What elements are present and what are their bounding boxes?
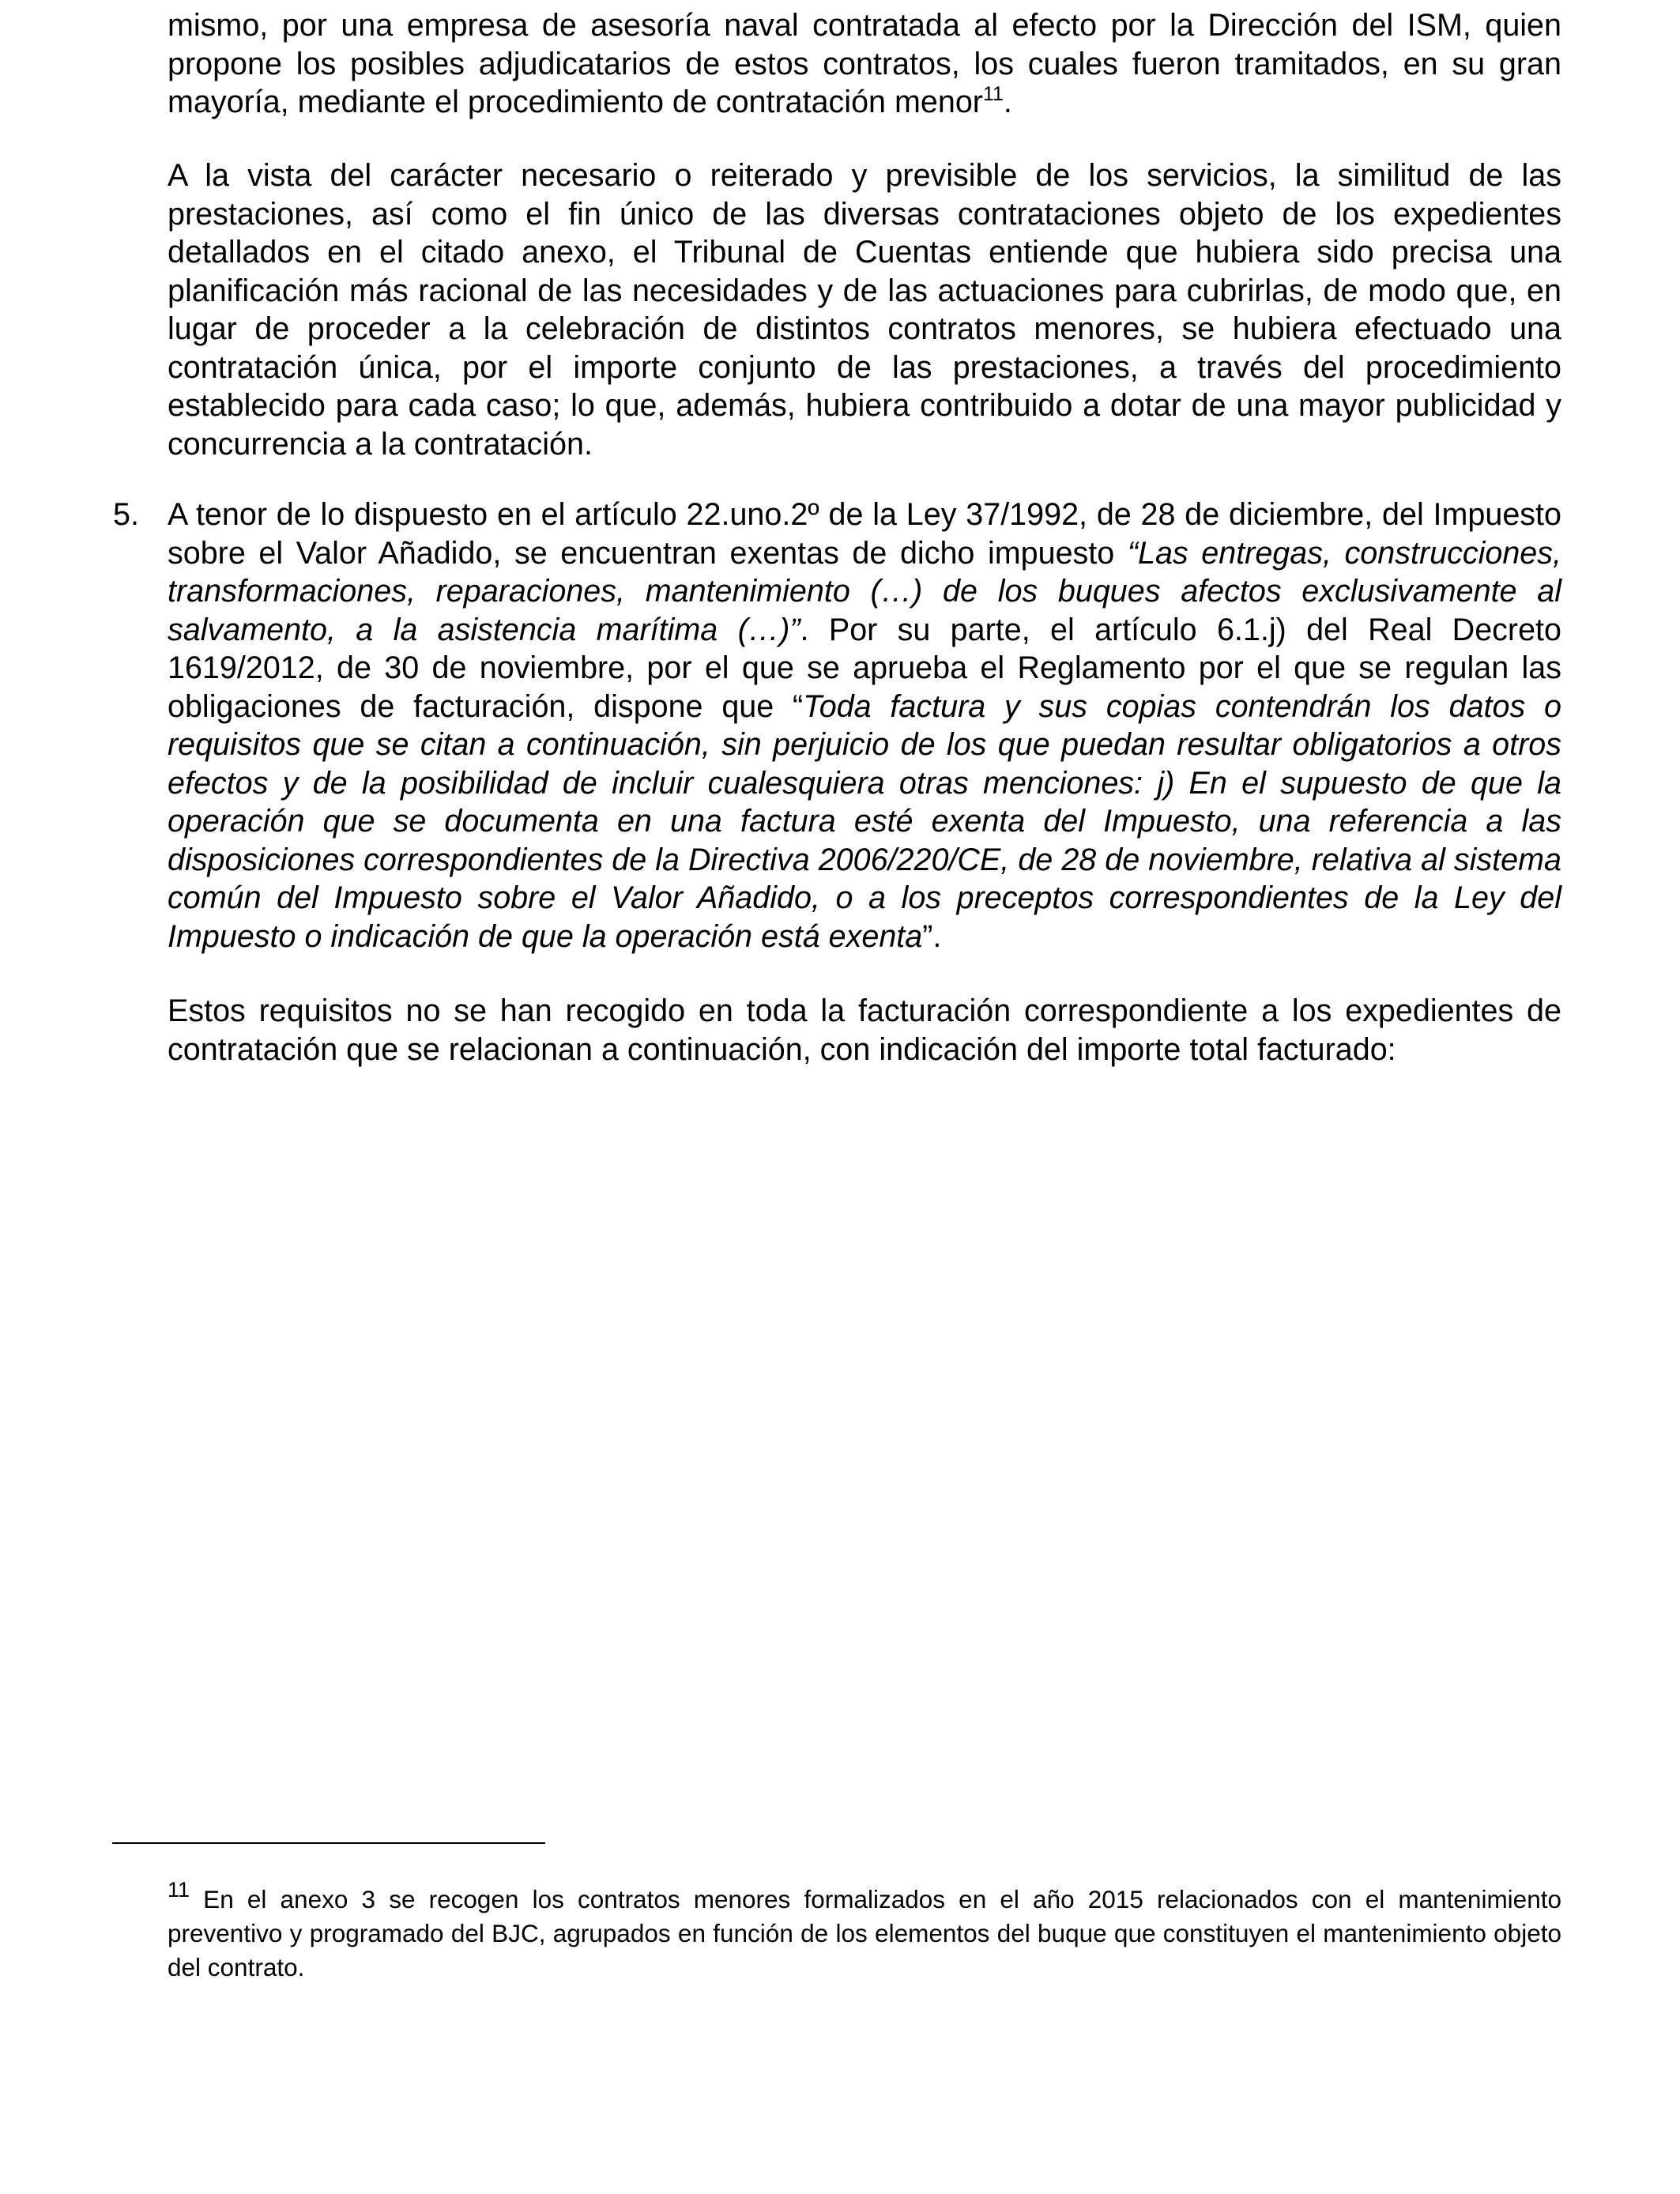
item-5-quote-invoicing-regulation: Toda factura y sus copias contendrán los datos o requisitos que se citan a continuación, sin perjuicio de los que puedan resultar obligatorios a otros efectos y de la posibilidad de incluir cualesquiera otras menciones: j) En el supuesto de que la operación que se documenta en una factura esté exenta del Impuesto, una referencia a las disposiciones correspondientes de la Directiva 2006/220/CE, de 28 de noviembre, relativa al sistema común del Impuesto sobre el Valor Añadido, o a los preceptos correspondientes de la Ley del Impuesto o indicación de que la operación está exenta: [168, 688, 1562, 954]
paragraph-planning: A la vista del carácter necesario o reiterado y previsible de los servicios, la similitud de las prestaciones, así como el fin único de las diversas contrataciones objeto de los expedientes detallados en el citado anexo, el Tribunal de Cuentas entiende que hubiera sido precisa una planificación más racional de las necesidades y de las actuaciones para cubrirlas, de modo que, en lugar de proceder a la celebración de distintos contratos menores, se hubiera efectuado una contratación única, por el importe conjunto de las prestaciones, a través del procedimiento establecido para cada caso; lo que, además, hubiera contribuido a dotar de una mayor publicidad y concurrencia a la contratación.: [168, 158, 1561, 462]
footnote-number: 11: [168, 1878, 190, 1902]
item-5-quote-iva-law: “Las entregas, construcciones, transformaciones, reparaciones, mantenimiento (…) de los buques afectos exclusivamente al salvamento, a la asistencia marítima (…)”: [168, 535, 1561, 647]
item-5-text-b: . Por su parte, el artículo 6.1.j) del Real Decreto 1619/2012, de 30 de noviembre, por el que se aprueba el Reglamento por el que se regulan las obligaciones de facturación, dispone que “: [168, 612, 1561, 724]
footnote-reference[interactable]: 11: [982, 83, 1004, 105]
paragraph-1-text: mismo, por una empresa de asesoría naval contratada al efecto por la Dirección del ISM, quien propone los posibles adjudicatarios de estos contratos, los cuales fueron tramitados, en su gran mayoría, mediante el procedimiento de contratación menor: [168, 8, 1561, 119]
paragraph-1-end: .: [1003, 85, 1012, 119]
footnote-text: En el anexo 3 se recogen los contratos menores formalizados en el año 2015 relacionados con el mantenimiento preventivo y programado del BJC, agrupados en función de los elementos del buque que constituyen el mantenimiento objeto del contrato.: [168, 1885, 1561, 1981]
paragraph-continuation: [168, 6, 1561, 122]
footnote: [168, 1878, 1561, 1985]
item-5-text-a: A tenor de lo dispuesto en el artículo 22.uno.2º de la Ley 37/1992, de 28 de diciembre, del Impuesto sobre el Valor Añadido, se encuentran exentas de dicho impuesto: [168, 497, 1561, 571]
footnote-separator: [112, 1842, 545, 1844]
paragraph-requirements: Estos requisitos no se han recogido en toda la facturación correspondiente a los expedientes de contratación que se relacionan a continuación, con indicación del importe total facturado:: [168, 993, 1561, 1067]
item-5-text-c: ”.: [922, 918, 942, 954]
list-item-number: 5.: [113, 497, 139, 532]
list-item-5-text: [168, 496, 1561, 956]
